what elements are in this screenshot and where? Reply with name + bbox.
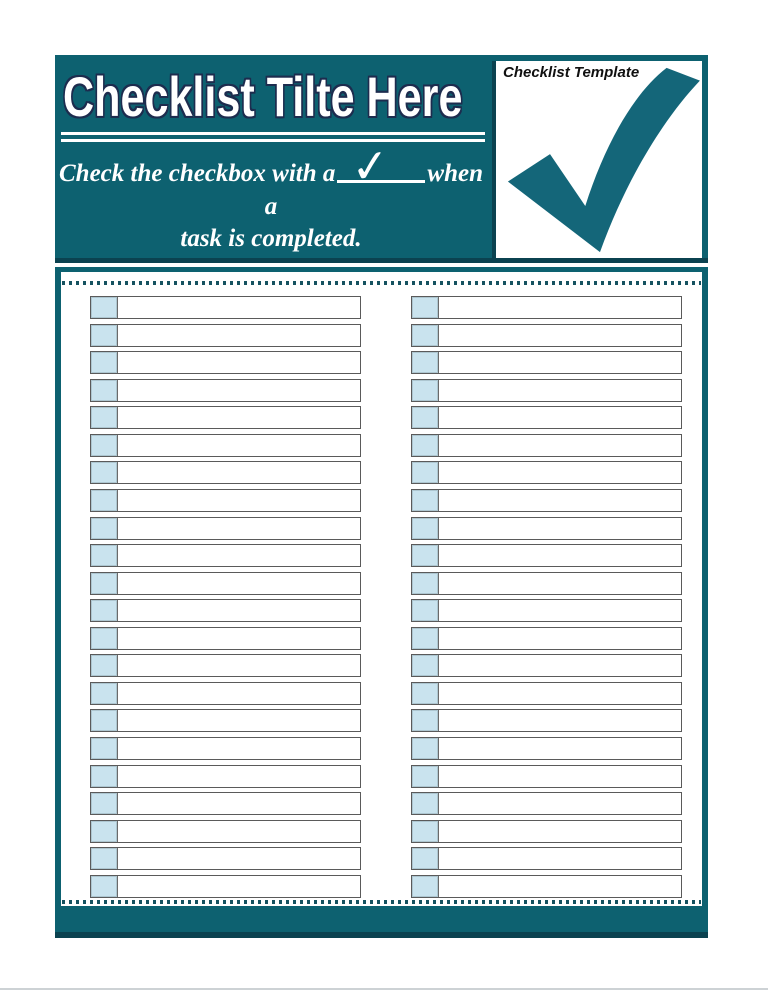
footer-bar — [55, 906, 708, 938]
page-bottom-edge — [0, 988, 768, 990]
checkbox[interactable] — [91, 848, 118, 869]
task-line[interactable] — [118, 380, 360, 401]
task-line[interactable] — [439, 710, 681, 731]
checkbox[interactable] — [412, 600, 439, 621]
checklist-row — [90, 599, 361, 622]
checkbox[interactable] — [412, 655, 439, 676]
checklist-document — [55, 55, 708, 938]
checkbox[interactable] — [412, 876, 439, 897]
checklist-row — [411, 627, 682, 650]
checkbox[interactable] — [412, 407, 439, 428]
task-line[interactable] — [118, 710, 360, 731]
checkbox[interactable] — [91, 766, 118, 787]
task-line[interactable] — [439, 821, 681, 842]
checklist-row — [411, 379, 682, 402]
checkbox[interactable] — [91, 821, 118, 842]
checkbox[interactable] — [91, 793, 118, 814]
checkbox[interactable] — [91, 325, 118, 346]
task-line[interactable] — [118, 325, 360, 346]
checkbox[interactable] — [412, 518, 439, 539]
checkbox[interactable] — [91, 600, 118, 621]
task-line[interactable] — [439, 407, 681, 428]
checkbox[interactable] — [412, 380, 439, 401]
task-line[interactable] — [439, 545, 681, 566]
dotted-separator-top — [62, 281, 701, 285]
checklist-row — [411, 296, 682, 319]
checklist-row — [90, 517, 361, 540]
task-line[interactable] — [439, 876, 681, 897]
task-line[interactable] — [439, 683, 681, 704]
task-line[interactable] — [118, 793, 360, 814]
instruction-prefix: Check the checkbox with a — [59, 160, 336, 187]
checkbox[interactable] — [412, 738, 439, 759]
checkbox[interactable] — [412, 297, 439, 318]
task-line[interactable] — [118, 407, 360, 428]
task-line[interactable] — [439, 655, 681, 676]
header — [55, 55, 708, 258]
task-line[interactable] — [118, 683, 360, 704]
checklist-row — [90, 820, 361, 843]
checkbox[interactable] — [91, 380, 118, 401]
task-line[interactable] — [439, 738, 681, 759]
page-title: Checklist Tilte Here — [63, 65, 463, 128]
instruction-blank — [337, 137, 425, 195]
checklist-row — [90, 544, 361, 567]
checkbox[interactable] — [91, 710, 118, 731]
task-line[interactable] — [439, 793, 681, 814]
checklist-row — [90, 406, 361, 429]
checkbox[interactable] — [91, 407, 118, 428]
checkbox[interactable] — [412, 352, 439, 373]
checkbox[interactable] — [412, 821, 439, 842]
task-line[interactable] — [439, 600, 681, 621]
task-line[interactable] — [439, 573, 681, 594]
checklist-row — [411, 709, 682, 732]
checklist-row — [90, 324, 361, 347]
checklist-row — [411, 572, 682, 595]
checkbox[interactable] — [91, 683, 118, 704]
task-line[interactable] — [118, 545, 360, 566]
checklist-row — [411, 406, 682, 429]
checklist-row — [90, 847, 361, 870]
task-line[interactable] — [118, 876, 360, 897]
task-line[interactable] — [118, 655, 360, 676]
checkbox[interactable] — [412, 793, 439, 814]
checklist-row — [411, 351, 682, 374]
task-line[interactable] — [439, 766, 681, 787]
task-line[interactable] — [118, 573, 360, 594]
checklist-row — [90, 572, 361, 595]
instruction-text — [55, 137, 487, 256]
checklist-row — [90, 379, 361, 402]
checkbox[interactable] — [91, 490, 118, 511]
checklist-row — [411, 461, 682, 484]
checklist-row — [411, 544, 682, 567]
dotted-separator-bottom — [62, 900, 701, 904]
checklist-row — [411, 820, 682, 843]
checkbox[interactable] — [91, 738, 118, 759]
checkbox[interactable] — [91, 518, 118, 539]
checklist-row — [411, 682, 682, 705]
checklist-row — [411, 875, 682, 898]
task-line[interactable] — [118, 297, 360, 318]
checklist-column-left — [90, 296, 361, 898]
task-line[interactable] — [439, 462, 681, 483]
task-line[interactable] — [439, 518, 681, 539]
task-line[interactable] — [118, 490, 360, 511]
task-line[interactable] — [439, 490, 681, 511]
checkbox[interactable] — [91, 352, 118, 373]
checklist-row — [411, 599, 682, 622]
task-line[interactable] — [439, 380, 681, 401]
checkbox[interactable] — [412, 435, 439, 456]
task-line[interactable] — [439, 325, 681, 346]
checklist-row — [411, 737, 682, 760]
task-line[interactable] — [118, 600, 360, 621]
checkbox[interactable] — [412, 462, 439, 483]
checklist-row — [411, 792, 682, 815]
template-badge-label: Checklist Template — [503, 64, 640, 81]
checklist-row — [411, 517, 682, 540]
checkbox[interactable] — [412, 490, 439, 511]
checkbox[interactable] — [412, 710, 439, 731]
checkbox[interactable] — [91, 876, 118, 897]
checklist-row — [411, 324, 682, 347]
instruction-line2: task is completed. — [180, 225, 362, 252]
task-line[interactable] — [118, 518, 360, 539]
task-line[interactable] — [118, 435, 360, 456]
checkbox[interactable] — [91, 297, 118, 318]
checklist-row — [90, 765, 361, 788]
task-line[interactable] — [118, 352, 360, 373]
checklist-row — [90, 627, 361, 650]
checklist-row — [90, 296, 361, 319]
checklist-row — [90, 682, 361, 705]
checklist-row — [90, 434, 361, 457]
checklist-row — [90, 875, 361, 898]
checkbox[interactable] — [412, 545, 439, 566]
checkmark-icon-large — [498, 63, 700, 256]
task-line[interactable] — [439, 352, 681, 373]
checkbox[interactable] — [91, 462, 118, 483]
checklist-row — [90, 351, 361, 374]
task-line[interactable] — [439, 297, 681, 318]
checkbox[interactable] — [412, 766, 439, 787]
task-line[interactable] — [118, 821, 360, 842]
checkbox[interactable] — [412, 628, 439, 649]
checkbox[interactable] — [412, 573, 439, 594]
checkbox[interactable] — [412, 325, 439, 346]
checklist-row — [411, 434, 682, 457]
task-line[interactable] — [439, 628, 681, 649]
checklist-row — [411, 847, 682, 870]
task-line[interactable] — [118, 738, 360, 759]
checkbox[interactable] — [91, 573, 118, 594]
checklist-row — [90, 461, 361, 484]
checklist-row — [90, 654, 361, 677]
checkbox[interactable] — [91, 545, 118, 566]
template-badge — [492, 61, 702, 258]
checklist-row — [90, 737, 361, 760]
header-title-area — [55, 55, 492, 258]
task-line[interactable] — [118, 848, 360, 869]
task-line[interactable] — [118, 462, 360, 483]
checkbox[interactable] — [412, 848, 439, 869]
checklist-row — [90, 709, 361, 732]
checkbox[interactable] — [91, 435, 118, 456]
instruction-mid: when a — [264, 160, 483, 220]
title-underline — [61, 132, 485, 142]
task-line[interactable] — [118, 766, 360, 787]
checkbox[interactable] — [91, 628, 118, 649]
task-line[interactable] — [439, 435, 681, 456]
checklist-row — [411, 765, 682, 788]
task-line[interactable] — [118, 628, 360, 649]
checklist-row — [90, 489, 361, 512]
checkbox[interactable] — [91, 655, 118, 676]
checklist-row — [411, 489, 682, 512]
checkmark-icon-small: ✓ — [349, 137, 393, 195]
checklist-row — [411, 654, 682, 677]
task-line[interactable] — [439, 848, 681, 869]
checkbox[interactable] — [412, 683, 439, 704]
checklist-body — [55, 272, 708, 906]
checklist-row — [90, 792, 361, 815]
checklist-column-right — [411, 296, 682, 898]
checklist-columns — [61, 296, 702, 898]
